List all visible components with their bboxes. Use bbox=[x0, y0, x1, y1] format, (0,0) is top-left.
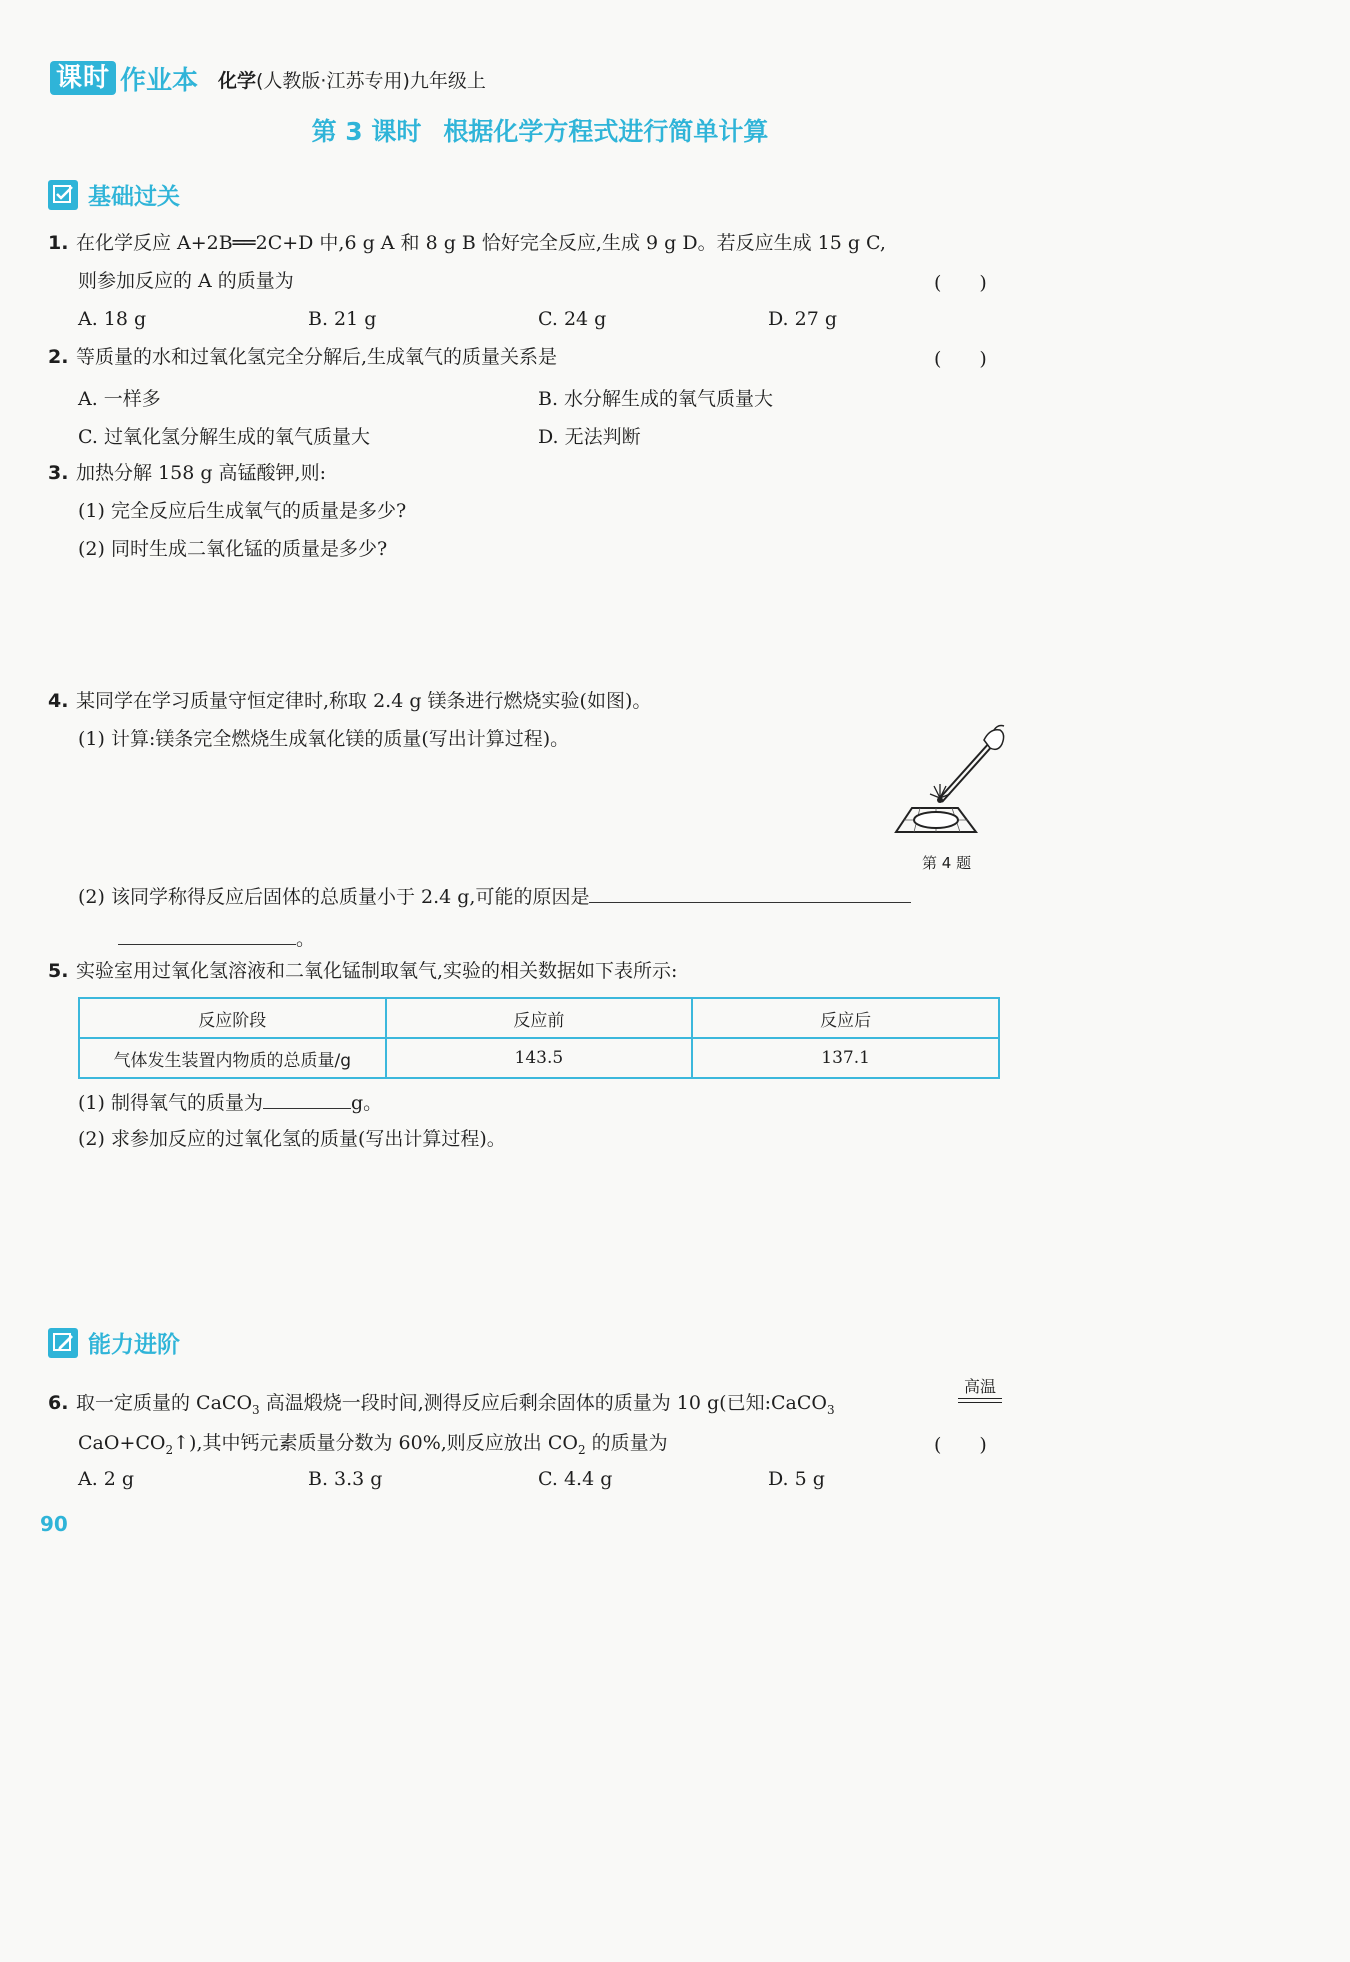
q6-text-e: 的质量为 bbox=[585, 1432, 668, 1454]
q5-answer-blank[interactable] bbox=[263, 1088, 351, 1109]
q1-option-b: B. 21 g bbox=[308, 308, 377, 330]
q6-option-b: B. 3.3 g bbox=[308, 1468, 383, 1490]
q6-number: 6. bbox=[48, 1392, 69, 1414]
q6-text-b: 高温煅烧一段时间,测得反应后剩余固体的质量为 10 g(已知:CaCO bbox=[259, 1392, 827, 1414]
q5-text: 实验室用过氧化氢溶液和二氧化锰制取氧气,实验的相关数据如下表所示: bbox=[76, 960, 678, 982]
q6-option-d: D. 5 g bbox=[768, 1468, 825, 1490]
q5-number: 5. bbox=[48, 960, 69, 982]
condition-text: 高温 bbox=[963, 1377, 996, 1396]
q6-text-c: CaO+CO bbox=[78, 1432, 166, 1454]
q2-option-a: A. 一样多 bbox=[78, 388, 161, 410]
q2-text: 等质量的水和过氧化氢完全分解后,生成氧气的质量关系是 bbox=[76, 346, 558, 368]
q1-text1: 在化学反应 A+2B══2C+D 中,6 g A 和 8 g B 恰好完全反应,生成 9 g D。若反应生成 15 g C, bbox=[76, 232, 886, 254]
q2-option-d: D. 无法判断 bbox=[538, 426, 641, 448]
subject-line bbox=[218, 66, 486, 93]
table-header-cell: 反应阶段 bbox=[79, 998, 386, 1038]
lesson-title bbox=[0, 112, 1080, 148]
q5-sub2: (2) 求参加反应的过氧化氢的质量(写出计算过程)。 bbox=[78, 1128, 506, 1150]
q3-sub1: (1) 完全反应后生成氧气的质量是多少? bbox=[78, 500, 407, 522]
q3-sub2: (2) 同时生成二氧化锰的质量是多少? bbox=[78, 538, 388, 560]
q6-option-a: A. 2 g bbox=[78, 1468, 135, 1490]
q6-text-a: 取一定质量的 CaCO bbox=[76, 1392, 253, 1414]
q5-data-table bbox=[78, 997, 1000, 1079]
q6-answer-paren: ( ) bbox=[934, 1434, 987, 1456]
q4-end: 。 bbox=[296, 928, 316, 950]
logo-main: 课时 bbox=[50, 61, 116, 95]
logo-tail: 作业本 bbox=[120, 65, 199, 96]
q1-option-d: D. 27 g bbox=[768, 308, 838, 330]
table-cell: 143.5 bbox=[386, 1038, 693, 1078]
q4-line bbox=[48, 688, 651, 714]
q6-sub-d: 2 bbox=[577, 1442, 586, 1457]
q5-sub1 bbox=[78, 1088, 382, 1116]
q5-sub1-post: g。 bbox=[350, 1092, 383, 1114]
q2-option-c: C. 过氧化氢分解生成的氧气质量大 bbox=[78, 426, 370, 448]
q1-line2: 则参加反应的 A 的质量为 bbox=[78, 270, 294, 292]
q1-answer-paren: ( ) bbox=[934, 272, 987, 294]
q3-line bbox=[48, 460, 326, 486]
q6-sub-a: 3 bbox=[252, 1402, 260, 1417]
q4-number: 4. bbox=[48, 690, 69, 712]
q4-sub2-text: (2) 该同学称得反应后固体的总质量小于 2.4 g,可能的原因是 bbox=[78, 886, 590, 908]
q6-sub-b: 3 bbox=[826, 1402, 835, 1417]
pencil-box-icon bbox=[48, 1328, 78, 1358]
q3-text: 加热分解 158 g 高锰酸钾,则: bbox=[76, 462, 326, 484]
table-header-cell: 反应前 bbox=[386, 998, 693, 1038]
lesson-number: 第 3 课时 bbox=[311, 117, 422, 146]
table-row bbox=[79, 1038, 999, 1078]
q4-sub2-cont bbox=[118, 924, 315, 952]
q2-answer-paren: ( ) bbox=[934, 348, 987, 370]
table-cell: 137.1 bbox=[692, 1038, 999, 1078]
q1-option-c: C. 24 g bbox=[538, 308, 607, 330]
q1-line1 bbox=[48, 230, 886, 256]
subject-rest: (人教版·江苏专用)九年级上 bbox=[256, 70, 486, 92]
page-number: 90 bbox=[40, 1512, 68, 1536]
section-advanced-title: 能力进阶 bbox=[88, 1332, 180, 1358]
q6-option-c: C. 4.4 g bbox=[538, 1468, 613, 1490]
q4-sub2 bbox=[78, 882, 911, 910]
section-advanced bbox=[48, 1326, 180, 1359]
section-basic bbox=[48, 178, 180, 211]
q5-sub1-pre: (1) 制得氧气的质量为 bbox=[78, 1092, 263, 1114]
checkbox-pencil-icon bbox=[48, 180, 78, 210]
q3-number: 3. bbox=[48, 462, 69, 484]
reaction-condition bbox=[958, 1378, 1002, 1403]
q4-answer-blank-2[interactable] bbox=[118, 924, 296, 945]
q4-text: 某同学在学习质量守恒定律时,称取 2.4 g 镁条进行燃烧实验(如图)。 bbox=[76, 690, 652, 712]
magnesium-burning-icon bbox=[890, 722, 1010, 848]
q1-option-a: A. 18 g bbox=[78, 308, 147, 330]
q2-line bbox=[48, 344, 557, 370]
q6-line1 bbox=[48, 1390, 835, 1423]
q6-sub-c: 2 bbox=[165, 1442, 174, 1457]
q5-line bbox=[48, 958, 677, 984]
table-header-row bbox=[79, 998, 999, 1038]
table-header-cell: 反应后 bbox=[692, 998, 999, 1038]
q6-line2 bbox=[78, 1430, 668, 1463]
q2-option-b: B. 水分解生成的氧气质量大 bbox=[538, 388, 774, 410]
q4-sub1: (1) 计算:镁条完全燃烧生成氧化镁的质量(写出计算过程)。 bbox=[78, 728, 570, 750]
section-basic-title: 基础过关 bbox=[88, 184, 180, 210]
series-logo bbox=[50, 60, 198, 96]
q2-number: 2. bbox=[48, 346, 69, 368]
q6-text-d: ↑),其中钙元素质量分数为 60%,则反应放出 CO bbox=[173, 1432, 578, 1454]
q1-number: 1. bbox=[48, 232, 69, 254]
q4-answer-blank-1[interactable] bbox=[589, 882, 911, 903]
table-cell: 气体发生装置内物质的总质量/g bbox=[79, 1038, 386, 1078]
figure-caption: 第 4 题 bbox=[922, 854, 972, 872]
lesson-name: 根据化学方程式进行简单计算 bbox=[443, 117, 769, 146]
subject-bold: 化学 bbox=[218, 70, 257, 92]
